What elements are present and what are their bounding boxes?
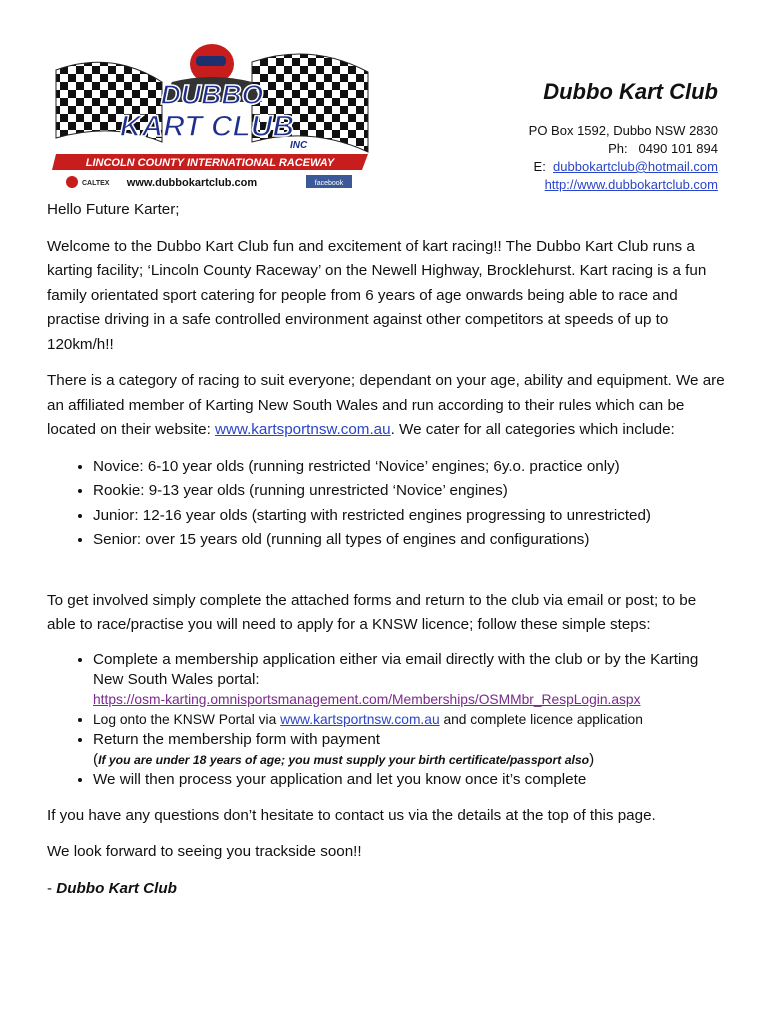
step-text: Complete a membership application either via email directly with the club or by the Karting New South Wales portal: <box>93 650 699 688</box>
paragraph-categories-text-end: . We cater for all categories which include: <box>390 421 675 438</box>
step-text: Log onto the KNSW Portal via <box>93 711 281 727</box>
email-line <box>529 158 718 176</box>
list-item: • Rookie: 9-13 year olds (running unrestricted ‘Novice’ engines) <box>93 479 727 504</box>
step-text: Return the membership form with payment <box>93 730 380 748</box>
paragraph-intro: Welcome to the Dubbo Kart Club fun and excitement of kart racing!! The Dubbo Kart Club runs a karting facility; ‘Lincoln County Raceway’ on the Newell Highway, Brocklehurst. Kart racing is a fun family orientated sport catering for people from 6 years of age onwards being able to race and practise driving in a safe controlled environment against other competitors at speeds of up to 120km/h!! <box>47 237 707 353</box>
phone: Ph: 0490 101 894 <box>608 141 718 156</box>
kartsport-portal-link[interactable]: www.kartsportnsw.com.au <box>280 711 440 727</box>
paragraph-closing: We look forward to seeing you trackside soon!! <box>47 843 362 860</box>
step-item <box>93 710 727 730</box>
paragraph-questions: If you have any questions don’t hesitate to contact us via the details at the top of this page. <box>47 806 656 824</box>
step-item <box>93 730 727 770</box>
step-item: • We will then process your application and let you know once it’s complete <box>93 770 727 790</box>
letter-body <box>47 198 727 913</box>
list-item: • Novice: 6-10 year olds (running restricted ‘Novice’ engines; 6y.o. practice only) <box>93 455 727 480</box>
po-box: PO Box 1592, Dubbo NSW 2830 <box>528 123 718 138</box>
list-item: • Senior: over 15 years old (running all types of engines and configurations) <box>93 528 727 553</box>
logo-sponsor-text: CALTEX <box>82 180 110 187</box>
osm-portal-link[interactable]: https://osm-karting.omnisportsmanagement.com/Memberships/OSMMbr_RespLogin.aspx <box>93 691 641 707</box>
paragraph-categories-text: There is a category of racing to suit everyone; dependant on your age, ability and equipment. We are an affiliated member of Karting New South Wales and run according to their rules which can be located on their website: <box>47 372 725 438</box>
logo-inc-text: INC <box>290 140 308 151</box>
club-logo <box>52 42 370 190</box>
signature-dash: - <box>47 879 57 897</box>
signature-line <box>47 877 727 902</box>
greeting: Hello Future Karter; <box>47 201 180 218</box>
note-paren: ) <box>589 750 595 768</box>
paragraph-categories <box>47 369 727 443</box>
logo-bottom-text: KART CLUB <box>119 110 295 143</box>
step-note: If you are under 18 years of age; you must supply your birth certificate/passport also <box>98 752 590 767</box>
step-text-end: and complete licence application <box>439 711 643 727</box>
logo-banner-text: LINCOLN COUNTY INTERNATIONAL RACEWAY <box>85 157 335 169</box>
paragraph-steps-intro: To get involved simply complete the attached forms and return to the club via email or post; to be able to race/practise you will need to apply for a KNSW licence; follow these simple steps: <box>47 591 697 633</box>
email-prefix: E: <box>533 159 554 174</box>
step-item <box>93 650 727 710</box>
logo-top-text: DUBBO <box>160 79 264 110</box>
list-item: • Junior: 12-16 year olds (starting with restricted engines progressing to unrestricted) <box>93 504 727 529</box>
email-link[interactable]: dubbokartclub@hotmail.com <box>553 159 718 174</box>
kartsport-link[interactable]: www.kartsportnsw.com.au <box>215 421 391 438</box>
category-list <box>47 455 727 553</box>
steps-list <box>47 650 727 790</box>
logo-website-text: www.dubbokartclub.com <box>126 177 258 189</box>
signature: Dubbo Kart Club <box>56 879 177 897</box>
club-title: Dubbo Kart Club <box>543 79 718 104</box>
contact-block <box>529 78 718 194</box>
website-link[interactable]: http://www.dubbokartclub.com <box>544 177 718 192</box>
logo-facebook-text: facebook <box>314 180 344 187</box>
note-paren: ( <box>93 750 99 768</box>
